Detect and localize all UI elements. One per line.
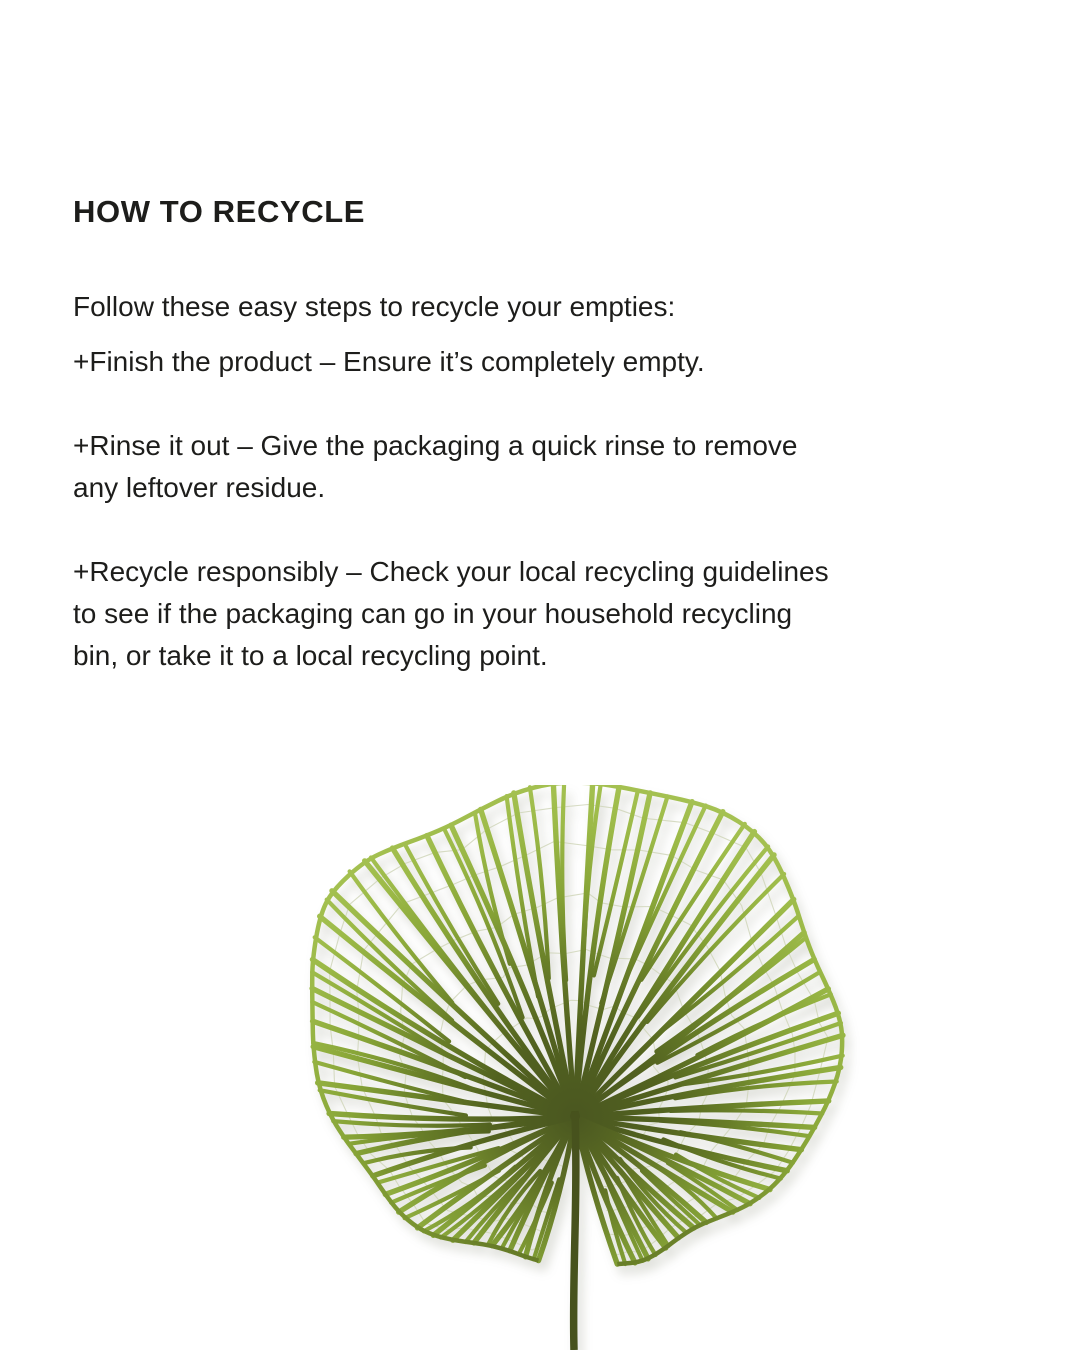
step-item-rinse [73, 425, 798, 509]
page-title: HOW TO RECYCLE [73, 193, 366, 229]
step-line: to see if the packaging can go in your household recycling [73, 598, 793, 629]
step-line: +Recycle responsibly – Check your local recycling guidelines [73, 556, 829, 587]
step-item-finish [73, 341, 705, 383]
lily-pad-leaf-graphic [293, 785, 853, 1350]
step-line: +Finish the product – Ensure it’s completely empty. [73, 346, 705, 377]
step-item-recycle [73, 551, 829, 677]
step-line: bin, or take it to a local recycling point. [73, 640, 548, 671]
intro-text: Follow these easy steps to recycle your empties: [73, 291, 676, 322]
leaf-illustration [293, 785, 853, 1350]
step-line: +Rinse it out – Give the packaging a quick rinse to remove [73, 430, 798, 461]
step-line: any leftover residue. [73, 472, 326, 503]
